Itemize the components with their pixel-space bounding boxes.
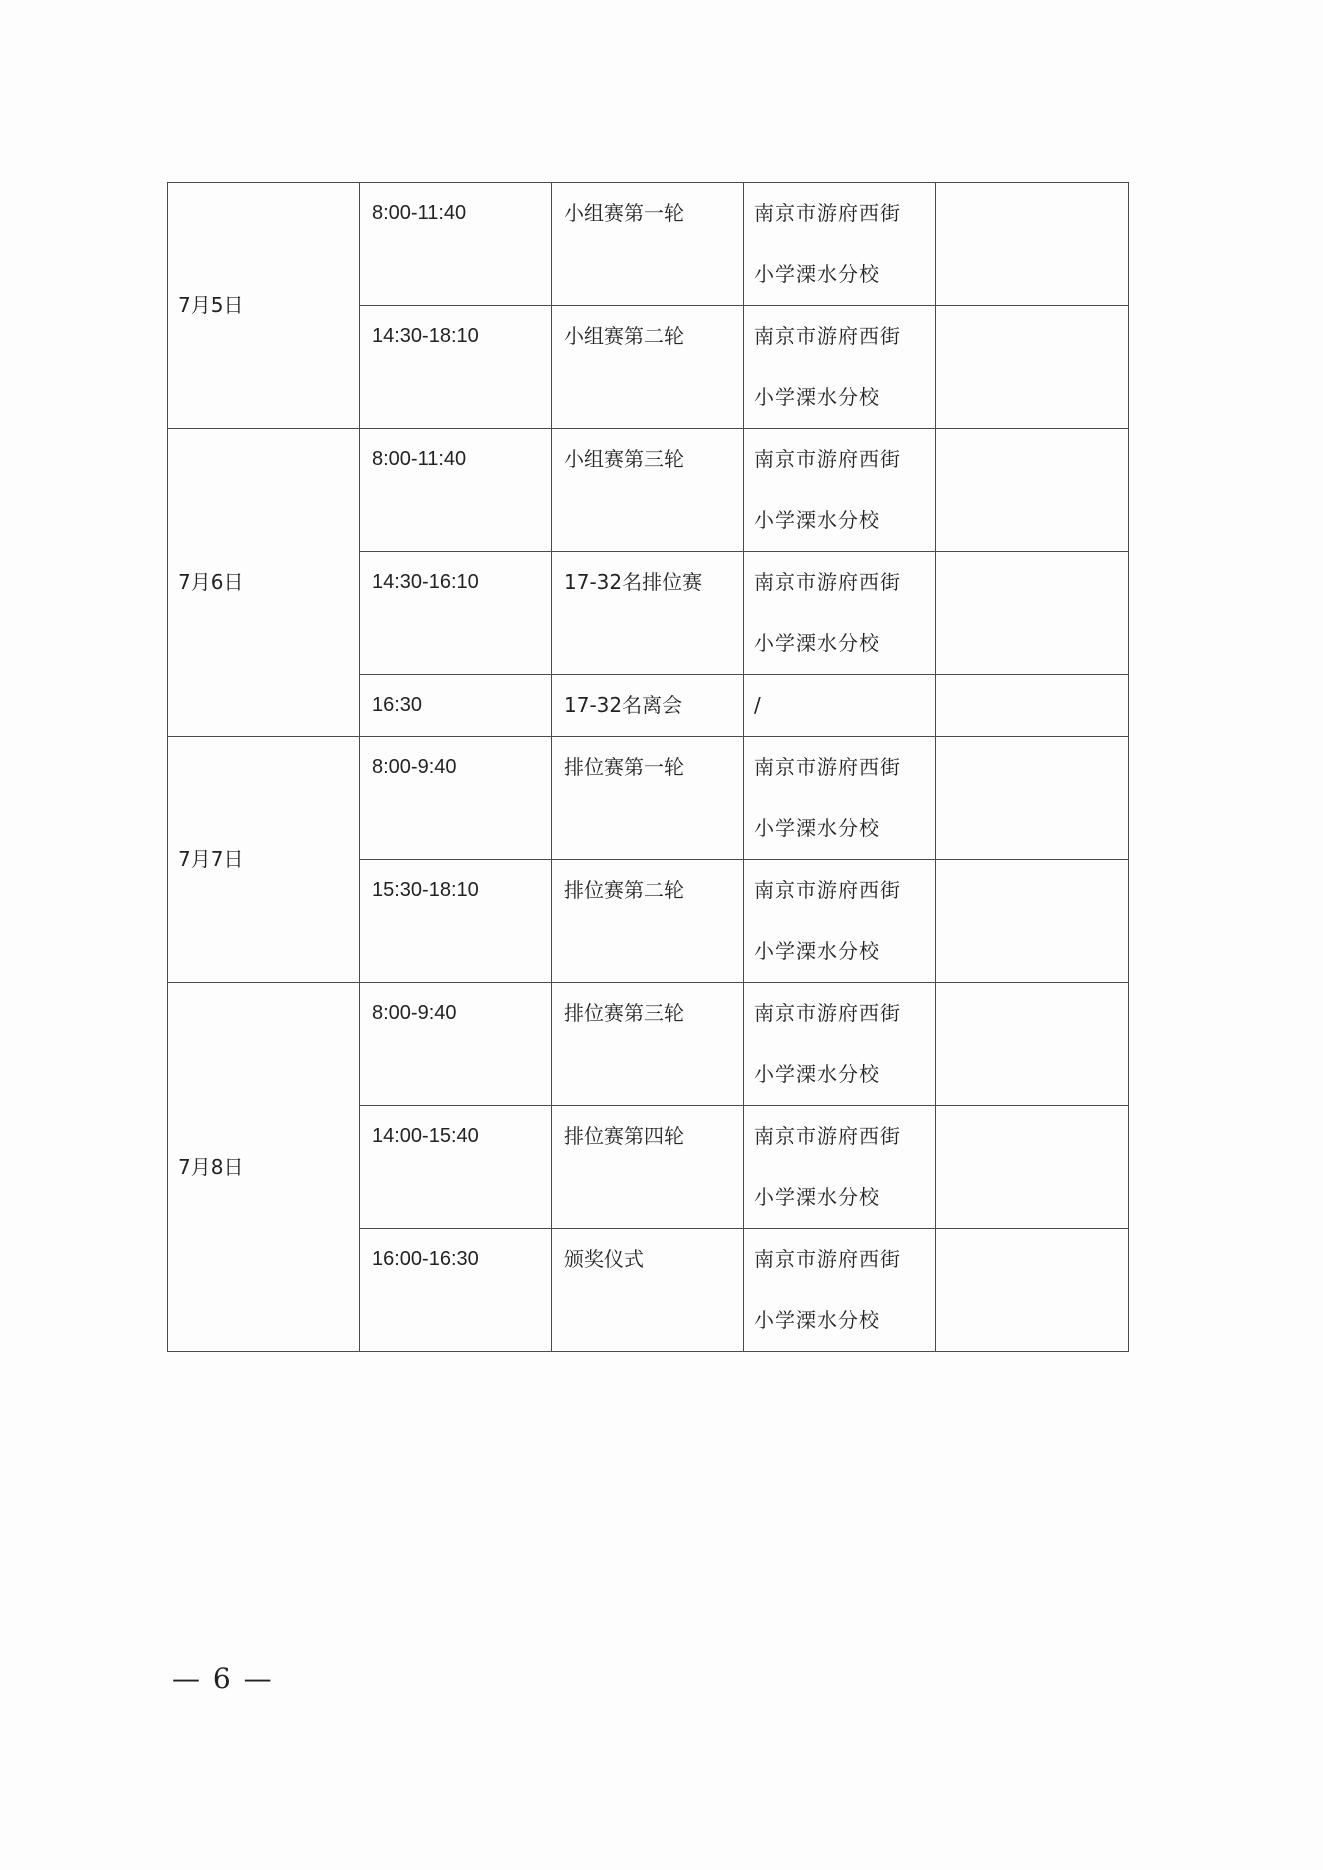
time-cell: 14:00-15:40 <box>360 1106 552 1229</box>
time-cell: 8:00-9:40 <box>360 983 552 1106</box>
venue-line: 南京市游府西街 <box>754 878 901 902</box>
venue-cell <box>744 675 936 737</box>
venue-line: 小学溧水分校 <box>754 262 880 286</box>
event-cell: 17-32名离会 <box>552 675 744 737</box>
venue-cell <box>744 983 936 1106</box>
venue-line: 小学溧水分校 <box>754 939 880 963</box>
venue-line: 小学溧水分校 <box>754 1308 880 1332</box>
venue-line: 小学溧水分校 <box>754 1185 880 1209</box>
page-number: — 6 — <box>172 1662 274 1695</box>
table-row <box>168 429 1129 552</box>
date-cell: 7月7日 <box>168 737 360 983</box>
note-cell <box>936 983 1129 1106</box>
time-cell: 14:30-16:10 <box>360 552 552 675</box>
venue-line: 小学溧水分校 <box>754 816 880 840</box>
event-cell: 颁奖仪式 <box>552 1229 744 1352</box>
venue-line: / <box>754 693 762 717</box>
event-cell: 排位赛第一轮 <box>552 737 744 860</box>
venue-line: 南京市游府西街 <box>754 1124 901 1148</box>
note-cell <box>936 306 1129 429</box>
time-cell: 8:00-11:40 <box>360 183 552 306</box>
venue-cell <box>744 183 936 306</box>
event-cell: 小组赛第一轮 <box>552 183 744 306</box>
venue-cell <box>744 429 936 552</box>
table-row <box>168 183 1129 306</box>
note-cell <box>936 183 1129 306</box>
table-row <box>168 983 1129 1106</box>
venue-line: 南京市游府西街 <box>754 1001 901 1025</box>
event-cell: 排位赛第四轮 <box>552 1106 744 1229</box>
schedule-table <box>167 182 1129 1352</box>
venue-cell <box>744 860 936 983</box>
note-cell <box>936 737 1129 860</box>
time-cell: 8:00-11:40 <box>360 429 552 552</box>
date-cell: 7月8日 <box>168 983 360 1352</box>
venue-line: 小学溧水分校 <box>754 508 880 532</box>
venue-line: 南京市游府西街 <box>754 570 901 594</box>
venue-cell <box>744 306 936 429</box>
time-cell: 16:30 <box>360 675 552 737</box>
note-cell <box>936 552 1129 675</box>
event-cell: 小组赛第三轮 <box>552 429 744 552</box>
venue-line: 南京市游府西街 <box>754 755 901 779</box>
venue-line: 南京市游府西街 <box>754 447 901 471</box>
event-cell: 排位赛第三轮 <box>552 983 744 1106</box>
venue-line: 南京市游府西街 <box>754 201 901 225</box>
date-cell: 7月5日 <box>168 183 360 429</box>
date-cell: 7月6日 <box>168 429 360 737</box>
event-cell: 小组赛第二轮 <box>552 306 744 429</box>
time-cell: 14:30-18:10 <box>360 306 552 429</box>
venue-line: 小学溧水分校 <box>754 385 880 409</box>
venue-cell <box>744 552 936 675</box>
note-cell <box>936 429 1129 552</box>
venue-line: 小学溧水分校 <box>754 631 880 655</box>
time-cell: 15:30-18:10 <box>360 860 552 983</box>
venue-cell <box>744 1106 936 1229</box>
venue-cell <box>744 1229 936 1352</box>
event-cell: 排位赛第二轮 <box>552 860 744 983</box>
venue-line: 小学溧水分校 <box>754 1062 880 1086</box>
venue-cell <box>744 737 936 860</box>
venue-line: 南京市游府西街 <box>754 324 901 348</box>
time-cell: 16:00-16:30 <box>360 1229 552 1352</box>
note-cell <box>936 860 1129 983</box>
time-cell: 8:00-9:40 <box>360 737 552 860</box>
table-row <box>168 737 1129 860</box>
note-cell <box>936 1106 1129 1229</box>
venue-line: 南京市游府西街 <box>754 1247 901 1271</box>
event-cell: 17-32名排位赛 <box>552 552 744 675</box>
note-cell <box>936 675 1129 737</box>
note-cell <box>936 1229 1129 1352</box>
